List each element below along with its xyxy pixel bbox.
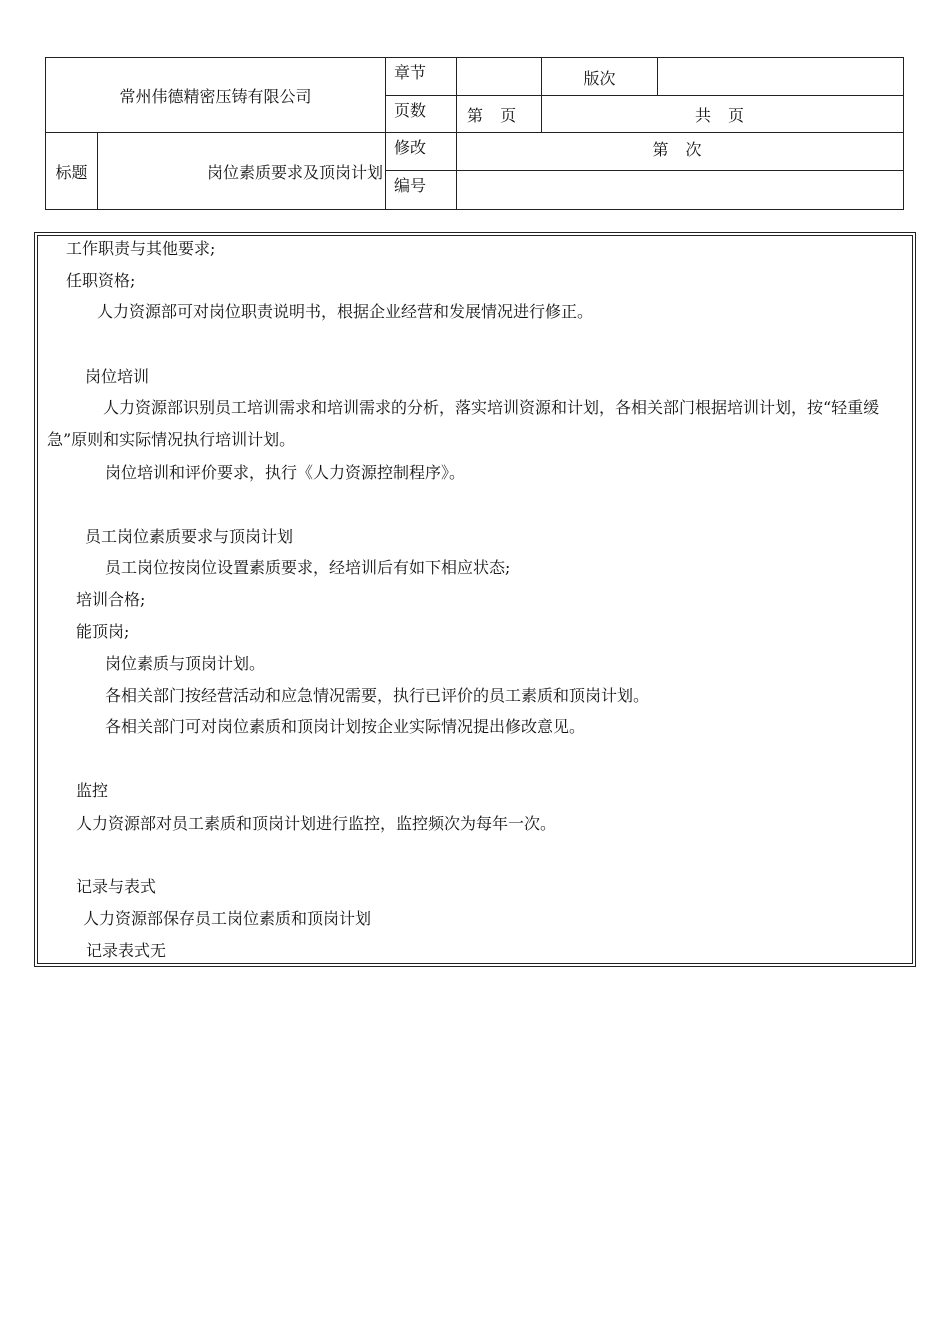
section-records-title: 记录与表式 (76, 877, 157, 896)
section-training-requirement: 岗位培训和评价要求，执行《人力资源控制程序》。 (105, 463, 466, 482)
section-quality-paragraph: 员工岗位按岗位设置素质要求，经培训后有如下相应状态; (105, 558, 511, 577)
section-quality-execution: 各相关部门按经营活动和应急情况需要，执行已评价的员工素质和顶岗计划。 (105, 686, 650, 705)
chapter-label: 章节 (386, 58, 457, 96)
section-quality-title: 员工岗位素质要求与顶岗计划 (85, 527, 294, 546)
company-name: 常州伟德精密压铸有限公司 (46, 58, 386, 133)
line-qualifications: 任职资格; (66, 271, 136, 290)
pages-label: 页数 (386, 96, 457, 133)
revision-value: 第 次 (457, 133, 904, 171)
section-training-paragraph: 人力资源部识别员工培训需求和培训需求的分析，落实培训资源和计划，各相关部门根据培训计划，按“轻重缓急”原则和实际情况执行培训计划。 (47, 398, 880, 449)
section-training-title: 岗位培训 (85, 367, 150, 386)
number-value (457, 171, 904, 210)
chapter-value (457, 58, 542, 96)
title-label: 标题 (46, 133, 98, 210)
revision-label: 修改 (386, 133, 457, 171)
page-total: 共 页 (542, 96, 904, 133)
body-frame (34, 232, 916, 967)
status-item-trained: 培训合格; (76, 590, 146, 609)
line-revision-note: 人力资源部可对岗位职责说明书，根据企业经营和发展情况进行修正。 (97, 302, 594, 321)
document-title: 岗位素质要求及顶岗计划 (98, 133, 386, 210)
version-value (658, 58, 904, 96)
section-quality-plan: 岗位素质与顶岗计划。 (105, 654, 266, 673)
number-label: 编号 (386, 171, 457, 210)
section-records-paragraph: 人力资源部保存员工岗位素质和顶岗计划 (83, 909, 372, 928)
section-monitor-paragraph: 人力资源部对员工素质和顶岗计划进行监控，监控频次为每年一次。 (76, 814, 557, 833)
line-duties: 工作职责与其他要求; (66, 239, 216, 258)
page-number: 第 页 (457, 96, 542, 133)
section-records-forms: 记录表式无 (86, 941, 167, 960)
section-quality-feedback: 各相关部门可对岗位素质和顶岗计划按企业实际情况提出修改意见。 (105, 717, 586, 736)
header-table (45, 57, 904, 210)
section-monitor-title: 监控 (76, 781, 109, 800)
status-item-can-fill: 能顶岗; (76, 622, 130, 641)
version-label: 版次 (542, 58, 658, 96)
